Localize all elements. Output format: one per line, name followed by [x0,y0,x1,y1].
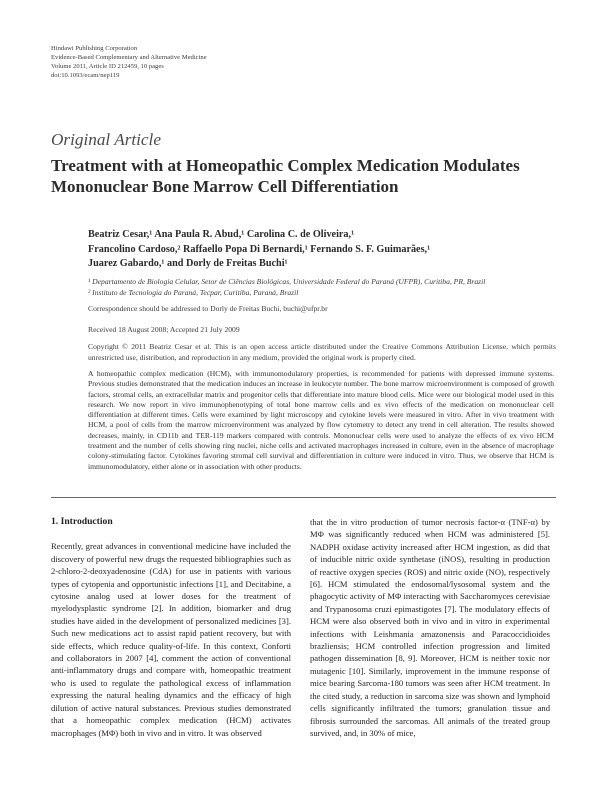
received-accepted-dates: Received 18 August 2008; Accepted 21 July 2009 [88,325,240,334]
volume-info: Volume 2011, Article ID 212459, 10 pages [51,63,164,71]
correspondence: Correspondence should be addressed to Dorly de Freitas Buchi, buchi@ufpr.br [88,304,328,313]
section-heading-introduction: 1. Introduction [51,516,113,527]
publisher-name: Hindawi Publishing Corporation [51,45,138,52]
doi: doi:10.1093/ecam/nep119 [51,72,120,80]
section-divider [51,497,556,498]
journal-name: Evidence-Based Complementary and Alternative Medicine [51,54,207,62]
author-list [88,228,558,272]
abstract: A homeopathic complex medication (HCM), with immunomodulatory properties, is recommended for patients with depressed immune systems. Previous studies demonstrated that the medication induces an increase in leukocyte number. The bone marrow microenvironment is composed of growth factors, stromal cells, an extracellular matrix and progenitor cells that differentiate into mature blood cells. Mice were our biological model used in this research. We now report in vivo immunophenotyping of total bone marrow cells and ex vivo effects of the medication on mononuclear cell differentiation at different times. Cells were examined by light microscopy and cytokine levels were measured in vitro. After in vivo treatment with HCM, a pool of cells from the marrow microenvironment was analyzed by flow cytometry to detect any trend in cell alteration. The results showed decreases, mainly, in CD11b and TER-119 markers compared with controls. Mononuclear cells were used to analyze the effects of ex vivo HCM treatment and the number of cells showing ring nuclei, niche cells and activated macrophages increased in culture, even in the absence of macrophage colony-stimulating factor. Cytokines favoring stromal cell survival and differentiation in culture were induced in vitro. Thus, we observe that HCM is immunomodulatory, either alone or in association with other products. [88,369,554,471]
affiliation-2: ² Instituto de Tecnologia do Paraná, Tecpar, Curitiba, Paraná, Brazil [88,288,299,297]
author-line-3: Juarez Gabardo,¹ and Dorly de Freitas Buchi¹ [88,258,288,270]
article-type: Original Article [51,130,161,149]
author-line-2: Francolino Cardoso,² Raffaello Popa Di Bernardi,¹ Fernando S. F. Guimarães,¹ [88,243,431,255]
affiliation-1: ¹ Departamento de Biologia Celular, Setor de Ciências Biológicas, Universidade Federal do Paraná (UFPR), Curitiba, PR, Brazil [88,277,486,286]
introduction-text-right: that the in vitro production of tumor necrosis factor-α (TNF-α) by MΦ was significantly reduced when HCM was administered [5]. NADPH oxidase activity increased after HCM ingestion, as did that of inducible nitric oxide synthetase (iNOS), resulting in production of reactive oxygen species (ROS) and nitric oxide (NO), respectively [6]. HCM stimulated the endosomal/lysosomal system and the phagocytic activity of MΦ interacting with Saccharomyces cerevisiae and Trypanosoma cruzi epimastigotes [7]. The modulatory effects of HCM were also observed both in vivo and in vitro in experimental infections with Leishmania amazonensis and Paracoccidioides brazliensis; HCM controlled infection progression and limited pathogen dissemination [8, 9]. Moreover, HCM is neither toxic nor mutagenic [10]. Similarly, improvement in the immune response of mice bearing Sarcoma-180 tumors was seen after HCM treatment. In the cited study, a reduction in sarcoma size was shown and lymphoid cells significantly infiltrated the tumors; granulation tissue and fibrosis surrounded the sarcomas. All animals of the treated group survived, and, in 30% of mice, [310,517,550,738]
author-line-1: Beatriz Cesar,¹ Ana Paula R. Abud,¹ Carolina C. de Oliveira,¹ [88,229,355,240]
journal-header [51,44,351,80]
paper-title: Treatment with at Homeopathic Complex Medication Modulates Mononuclear Bone Marrow Cell Differentiation [51,156,520,196]
introduction-text-left: Recently, great advances in conventional medicine have included the discovery of powerful new drugs the requested bibliographies such as 2-chloro-2-deoxyadenosine (CdA) for use in patients with various types of cytopenia and opportunistic infections [1], and Decitabine, a cytosine analog used at lower doses for the treatment of myelodysplastic syndrome [2]. In addition, biomarker and drug studies have aided in the development of personalized medicines [3]. Such new medications act to assist rapid patient recovery, but with side effects, which reduce quality-of-life. In this context, Conforti and collaborators in 2007 [4], comment the action of conventional anti-inflammatory drugs and compare with, homeopathic treatment who is used to regulate the pathological excess of inflammation expressing the natural healing dynamics and the efficacy of high dilution of active natural substances. Previous studies demonstrated that a homeopathic complex medication (HCM) activates macrophages (MΦ) both in vivo and in vitro. It was observed [51,541,291,738]
left-column [51,516,291,739]
right-column [310,516,550,739]
copyright-notice: Copyright © 2011 Beatriz Cesar et al. This is an open access article distributed under the Creative Commons Attribution License, which permits unrestricted use, distribution, and reproduction in any medium, provided the original work is properly cited. [88,342,556,362]
affiliations [88,276,558,298]
